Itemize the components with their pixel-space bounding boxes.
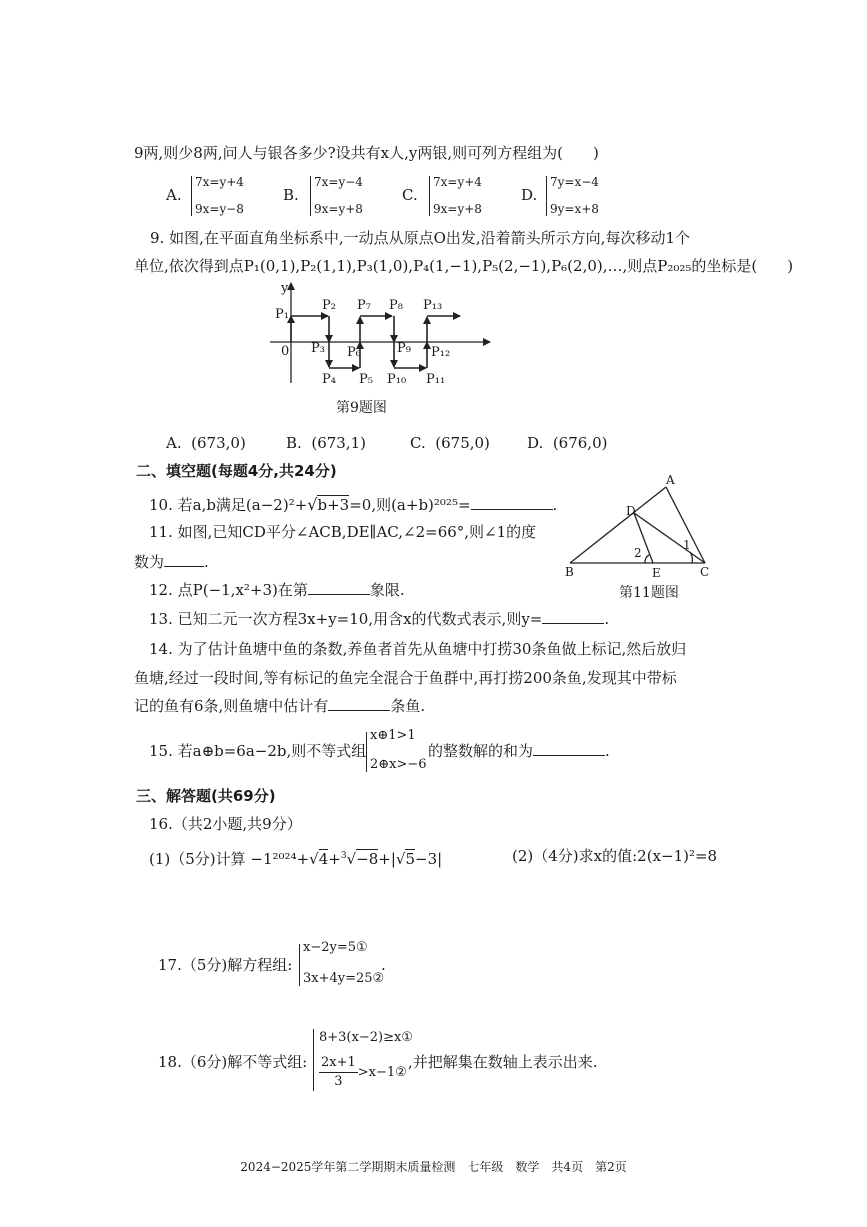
abs-bar-right: | bbox=[437, 850, 443, 868]
abs-bar-left: | bbox=[390, 850, 396, 868]
sqrt-icon: √ bbox=[309, 850, 319, 868]
q9-figure-caption: 第9题图 bbox=[336, 400, 387, 416]
answer-blank bbox=[542, 623, 604, 624]
p10-label: P₁₀ bbox=[387, 372, 407, 387]
p1-label: P₁ bbox=[275, 307, 289, 322]
angle-1-label: 1 bbox=[683, 538, 691, 552]
q18-post: ,并把解集在数轴上表示出来. bbox=[408, 1053, 598, 1071]
q11-line2: 数为 . bbox=[134, 553, 209, 571]
p2-label: P₂ bbox=[322, 298, 336, 313]
q9-option-b: B. (673,1) bbox=[286, 434, 366, 452]
q9-option-c: C. (675,0) bbox=[410, 434, 490, 452]
q9-line1: 9. 如图,在平面直角坐标系中,一动点从原点O出发,沿着箭头所示方向,每次移动1个 bbox=[150, 229, 690, 247]
q16-part2: (2)（4分)求x的值:2(x−1)²=8 bbox=[512, 847, 718, 865]
p7-label: P₇ bbox=[357, 298, 371, 313]
q11-figure-caption: 第11题图 bbox=[619, 585, 679, 601]
q9-option-d: D. (676,0) bbox=[527, 434, 608, 452]
label-b: B bbox=[565, 565, 574, 579]
q9-line2: 单位,依次得到点P₁(0,1),P₂(1,1),P₃(1,0),P₄(1,−1),P₅(2,−1),P₆(2,0),…,则点P₂₀₂₅的坐标是( ) bbox=[134, 257, 794, 275]
q9-option-a: A. (673,0) bbox=[166, 434, 246, 452]
p9-label: P₉ bbox=[397, 341, 411, 356]
q16-part1: (1)（5分)计算 −1²⁰²⁴+√4+$^3$√−8+|√5−3| bbox=[149, 850, 443, 868]
answer-blank bbox=[533, 755, 605, 756]
q17-pre: 17.（5分)解方程组: bbox=[158, 956, 293, 974]
p6-label: P₆ bbox=[347, 345, 361, 360]
p12-label: P₁₂ bbox=[431, 345, 451, 360]
q17-eq2: 3x+4y=25② bbox=[303, 971, 385, 986]
p4-label: P₄ bbox=[322, 372, 336, 387]
page-footer: 2024−2025学年第二学期期末质量检测 七年级 数学 共4页 第2页 bbox=[240, 1160, 627, 1174]
fraction: 2x+1 3 bbox=[321, 1055, 356, 1089]
label-e: E bbox=[652, 566, 661, 580]
section2-title: 二、填空题(每题4分,共24分) bbox=[136, 462, 337, 480]
p5-label: P₅ bbox=[359, 372, 373, 387]
q18-eq1: 8+3(x−2)≥x① bbox=[319, 1030, 413, 1045]
q14-line2: 鱼塘,经过一段时间,等有标记的鱼完全混合于鱼群中,再打捞200条鱼,发现其中带标 bbox=[134, 669, 677, 687]
q14-line3: 记的鱼有6条,则鱼塘中估计有 条鱼. bbox=[134, 697, 426, 715]
origin-label: 0 bbox=[281, 344, 290, 359]
label-c: C bbox=[700, 565, 710, 579]
answer-blank bbox=[328, 710, 390, 711]
q13-text: 13. 已知二元一次方程3x+y=10,用含x的代数式表示,则y= . bbox=[149, 610, 610, 628]
p11-label: P₁₁ bbox=[426, 372, 446, 387]
section3-title: 三、解答题(共69分) bbox=[136, 787, 276, 805]
q16-head: 16.（共2小题,共9分） bbox=[149, 815, 302, 833]
q17-eq1: x−2y=5① bbox=[303, 940, 368, 955]
brace-icon bbox=[366, 732, 367, 772]
answer-blank bbox=[308, 594, 370, 595]
sqrt-icon: √ bbox=[395, 850, 406, 868]
q8-stem: 9两,则少8两,问人与银各多少?设共有x人,y两银,则可列方程组为( ) bbox=[134, 144, 599, 162]
brace-icon bbox=[313, 1029, 314, 1091]
sqrt-icon: √ bbox=[307, 495, 318, 514]
y-axis-label: y bbox=[281, 281, 289, 296]
q14-line1: 14. 为了估计鱼塘中鱼的条数,养鱼者首先从鱼塘中打捞30条鱼做上标记,然后放归 bbox=[149, 640, 687, 658]
q15-eq2: 2⊕x>−6 bbox=[370, 757, 427, 772]
q18-pre: 18.（6分)解不等式组: bbox=[158, 1053, 308, 1071]
q18-eq2: 2x+1 3 >x−1② bbox=[321, 1055, 407, 1089]
brace-icon bbox=[299, 944, 300, 986]
angle-2-label: 2 bbox=[634, 546, 642, 560]
label-a: A bbox=[666, 473, 675, 487]
q15-eq1: x⊕1>1 bbox=[370, 728, 416, 743]
q15-pre: 15. 若a⊕b=6a−2b,则不等式组 bbox=[149, 742, 367, 760]
q11-line1: 11. 如图,已知CD平分∠ACB,DE∥AC,∠2=66°,则∠1的度 bbox=[149, 523, 537, 541]
cube-root-icon: √ bbox=[346, 850, 357, 868]
p8-label: P₈ bbox=[389, 298, 403, 313]
q12-text: 12. 点P(−1,x²+3)在第 象限. bbox=[149, 581, 405, 599]
q15-post: 的整数解的和为 . bbox=[428, 742, 610, 760]
p13-label: P₁₃ bbox=[423, 298, 443, 313]
label-d: D bbox=[626, 504, 636, 518]
q10-text: 10. 若a,b满足(a−2)²+√b+3=0,则(a+b)²⁰²⁵= . bbox=[149, 495, 558, 514]
p3-label: P₃ bbox=[311, 341, 325, 356]
